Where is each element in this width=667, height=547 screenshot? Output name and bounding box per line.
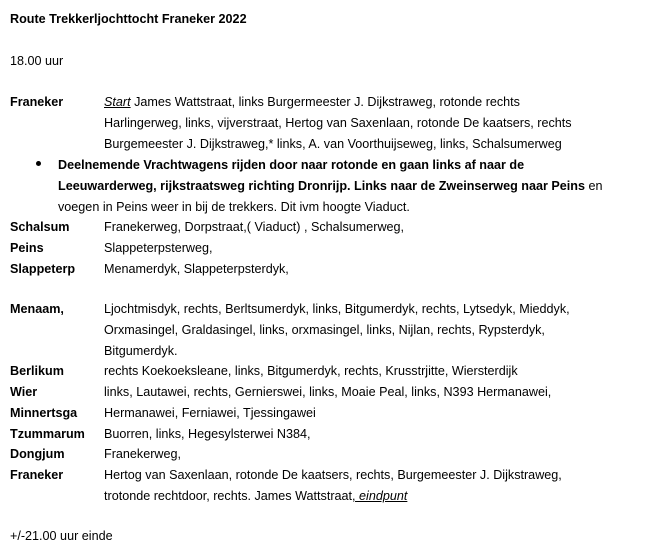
document-title: Route Trekkerljochttocht Franeker 2022 — [10, 12, 247, 26]
route-dongjum: Franekerweg, — [104, 447, 181, 461]
route-menaam-line-1: Ljochtmisdyk, rechts, Berltsumerdyk, links, Bitgumerdyk, rechts, Lytsedyk, Mieddyk, — [104, 302, 570, 316]
franeker-end-comma: , — [352, 489, 356, 503]
end-label: eindpunt — [355, 489, 408, 503]
route-minnertsga: Hermanawei, Ferniawei, Tjessingawei — [104, 406, 316, 420]
place-schalsum: Schalsum — [10, 220, 70, 234]
note-line-1: Deelnemende Vrachtwagens rijden door naar rotonde en gaan links af naar de — [58, 158, 525, 172]
franeker-end-line-1: Hertog van Saxenlaan, rotonde De kaatsers, rechts, Burgemeester J. Dijkstraweg, — [104, 468, 562, 482]
place-minnertsga: Minnertsga — [10, 406, 78, 420]
place-wier: Wier — [10, 385, 38, 399]
note-line-2-bold: Leeuwarderweg, rijkstraatsweg richting Dronrijp. Links naar de Zweinserweg naar Peins — [58, 179, 586, 193]
place-menaam: Menaam, — [10, 302, 64, 316]
franeker-start-line-2: Harlingerweg, links, vijverstraat, Hertog van Saxenlaan, rotonde De kaatsers, rechts — [104, 116, 572, 130]
franeker-end-line-2-text: trotonde rechtdoor, rechts. James Wattstraat — [104, 489, 353, 503]
end-time: +/-21.00 uur einde — [10, 529, 113, 543]
route-wier: links, Lautawei, rechts, Gernierswei, links, Moaie Peal, links, N393 Hermanawei, — [104, 385, 552, 399]
place-slappeterp: Slappeterp — [10, 262, 76, 276]
start-time: 18.00 uur — [10, 54, 64, 68]
franeker-start-line-3: Burgemeester J. Dijkstraweg,* links, A. van Voorthuijseweg, links, Schalsumerweg — [104, 137, 562, 151]
route-slappeterp: Menamerdyk, Slappeterpsterdyk, — [104, 262, 289, 276]
route-menaam-line-2: Orxmasingel, Graldasingel, links, orxmasingel, links, Nijlan, rechts, Rypsterdyk, — [104, 323, 545, 337]
route-schalsum: Franekerweg, Dorpstraat,( Viaduct) , Schalsumerweg, — [104, 220, 405, 234]
note-line-3: voegen in Peins weer in bij de trekkers. Dit ivm hoogte Viaduct. — [58, 200, 410, 214]
franeker-start-line-1 — [104, 92, 520, 113]
franeker-end-line-2 — [104, 486, 407, 507]
route-menaam-line-3: Bitgumerdyk. — [104, 344, 178, 358]
place-berlikum: Berlikum — [10, 364, 64, 378]
note-line-2 — [58, 176, 603, 197]
place-tzummarum: Tzummarum — [10, 427, 85, 441]
note-line-2-normal: en — [585, 179, 603, 193]
route-peins: Slappeterpsterweg, — [104, 241, 213, 255]
start-label: Start — [104, 95, 131, 109]
bullet-icon — [36, 161, 41, 166]
franeker-start-line-1-text: James Wattstraat, links Burgermeester J. Dijkstraweg, rotonde rechts — [130, 95, 520, 109]
route-berlikum: rechts Koekoeksleane, links, Bitgumerdyk, rechts, Krusstrjitte, Wiersterdijk — [104, 364, 518, 378]
place-franeker-end: Franeker — [10, 468, 64, 482]
place-dongjum: Dongjum — [10, 447, 65, 461]
place-peins: Peins — [10, 241, 44, 255]
route-tzummarum: Buorren, links, Hegesylsterwei N384, — [104, 427, 311, 441]
place-franeker-start: Franeker — [10, 95, 64, 109]
